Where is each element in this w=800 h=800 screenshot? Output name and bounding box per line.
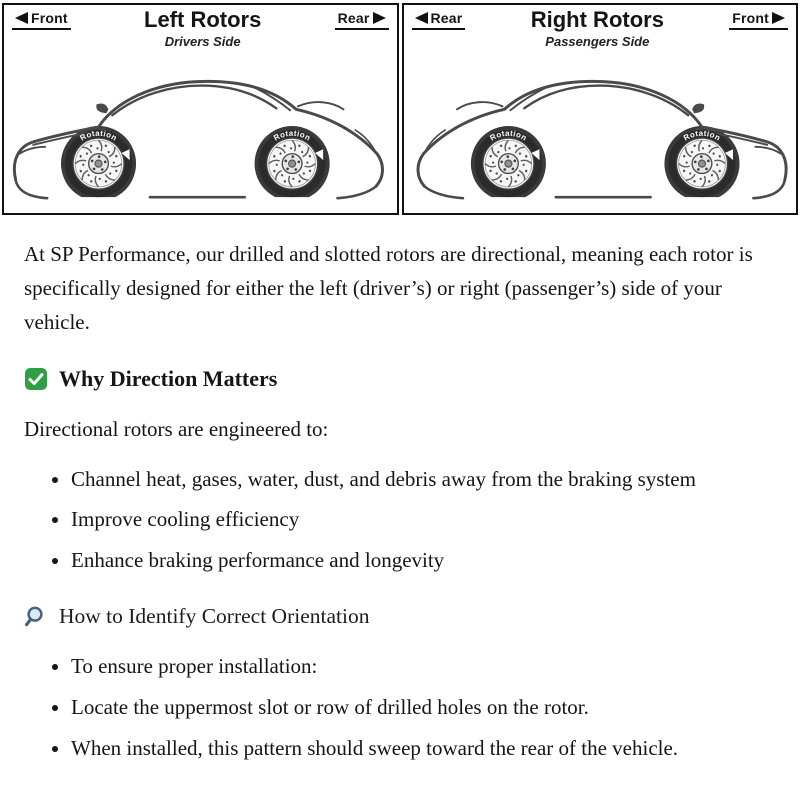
corner-text: Rear <box>337 10 370 26</box>
magnifier-icon <box>24 605 48 629</box>
rotation-label: Rotation <box>78 128 119 143</box>
panel-title: Right Rotors <box>530 7 664 32</box>
orientation-heading <box>24 604 776 629</box>
check-icon <box>24 367 48 391</box>
left-panel-titles <box>71 7 335 49</box>
rear-corner-label <box>335 10 389 30</box>
arrow-right-icon <box>373 12 386 24</box>
arrow-left-icon <box>415 12 428 24</box>
right-rotors-panel <box>402 3 799 215</box>
arrow-left-icon <box>15 12 28 24</box>
front-corner-label <box>729 10 788 30</box>
panel-title: Left Rotors <box>144 7 262 32</box>
rotation-label: Rotation <box>681 128 722 143</box>
left-car-illustration <box>4 51 397 211</box>
front-corner-label <box>12 10 71 30</box>
heading-text: How to Identify Correct Orientation <box>59 604 370 629</box>
lead-paragraph: Directional rotors are engineered to: <box>24 417 329 442</box>
right-panel-titles <box>465 7 729 49</box>
rear-corner-label <box>412 10 466 30</box>
list-item: • When installed, this pattern should sweep toward the rear of the vehicle. <box>71 732 736 766</box>
list-item: • Enhance braking performance and longevity <box>71 544 736 578</box>
article <box>0 215 800 765</box>
rotation-label: Rotation <box>272 128 313 143</box>
list-item: • To ensure proper installation: <box>71 650 736 684</box>
corner-text: Rear <box>430 10 463 26</box>
heading-text: Why Direction Matters <box>59 366 278 392</box>
list-item: • Locate the uppermost slot or row of drilled holes on the rotor. <box>71 691 736 725</box>
left-rotors-panel <box>2 3 399 215</box>
list-item: • Improve cooling efficiency <box>71 503 736 537</box>
rotation-label: Rotation <box>487 128 529 143</box>
list-item: • Channel heat, gases, water, dust, and debris away from the braking system <box>71 463 736 497</box>
panel-subtitle: Passengers Side <box>545 34 650 49</box>
panel-subtitle: Drivers Side <box>164 34 241 49</box>
intro-paragraph: At SP Performance, our drilled and slotted rotors are directional, meaning each rotor is specifically designed for either the left (driver’s) or right (passenger’s) side of your vehicle. <box>24 242 753 335</box>
rotor-direction-diagram <box>0 0 800 215</box>
right-panel-header <box>404 5 797 49</box>
why-direction-matters-heading <box>24 366 776 392</box>
corner-text: Front <box>31 10 68 26</box>
corner-text: Front <box>732 10 769 26</box>
arrow-right-icon <box>772 12 785 24</box>
left-panel-header <box>4 5 397 49</box>
right-car-illustration <box>404 51 797 211</box>
benefits-list <box>24 463 736 578</box>
orientation-list <box>24 650 736 765</box>
